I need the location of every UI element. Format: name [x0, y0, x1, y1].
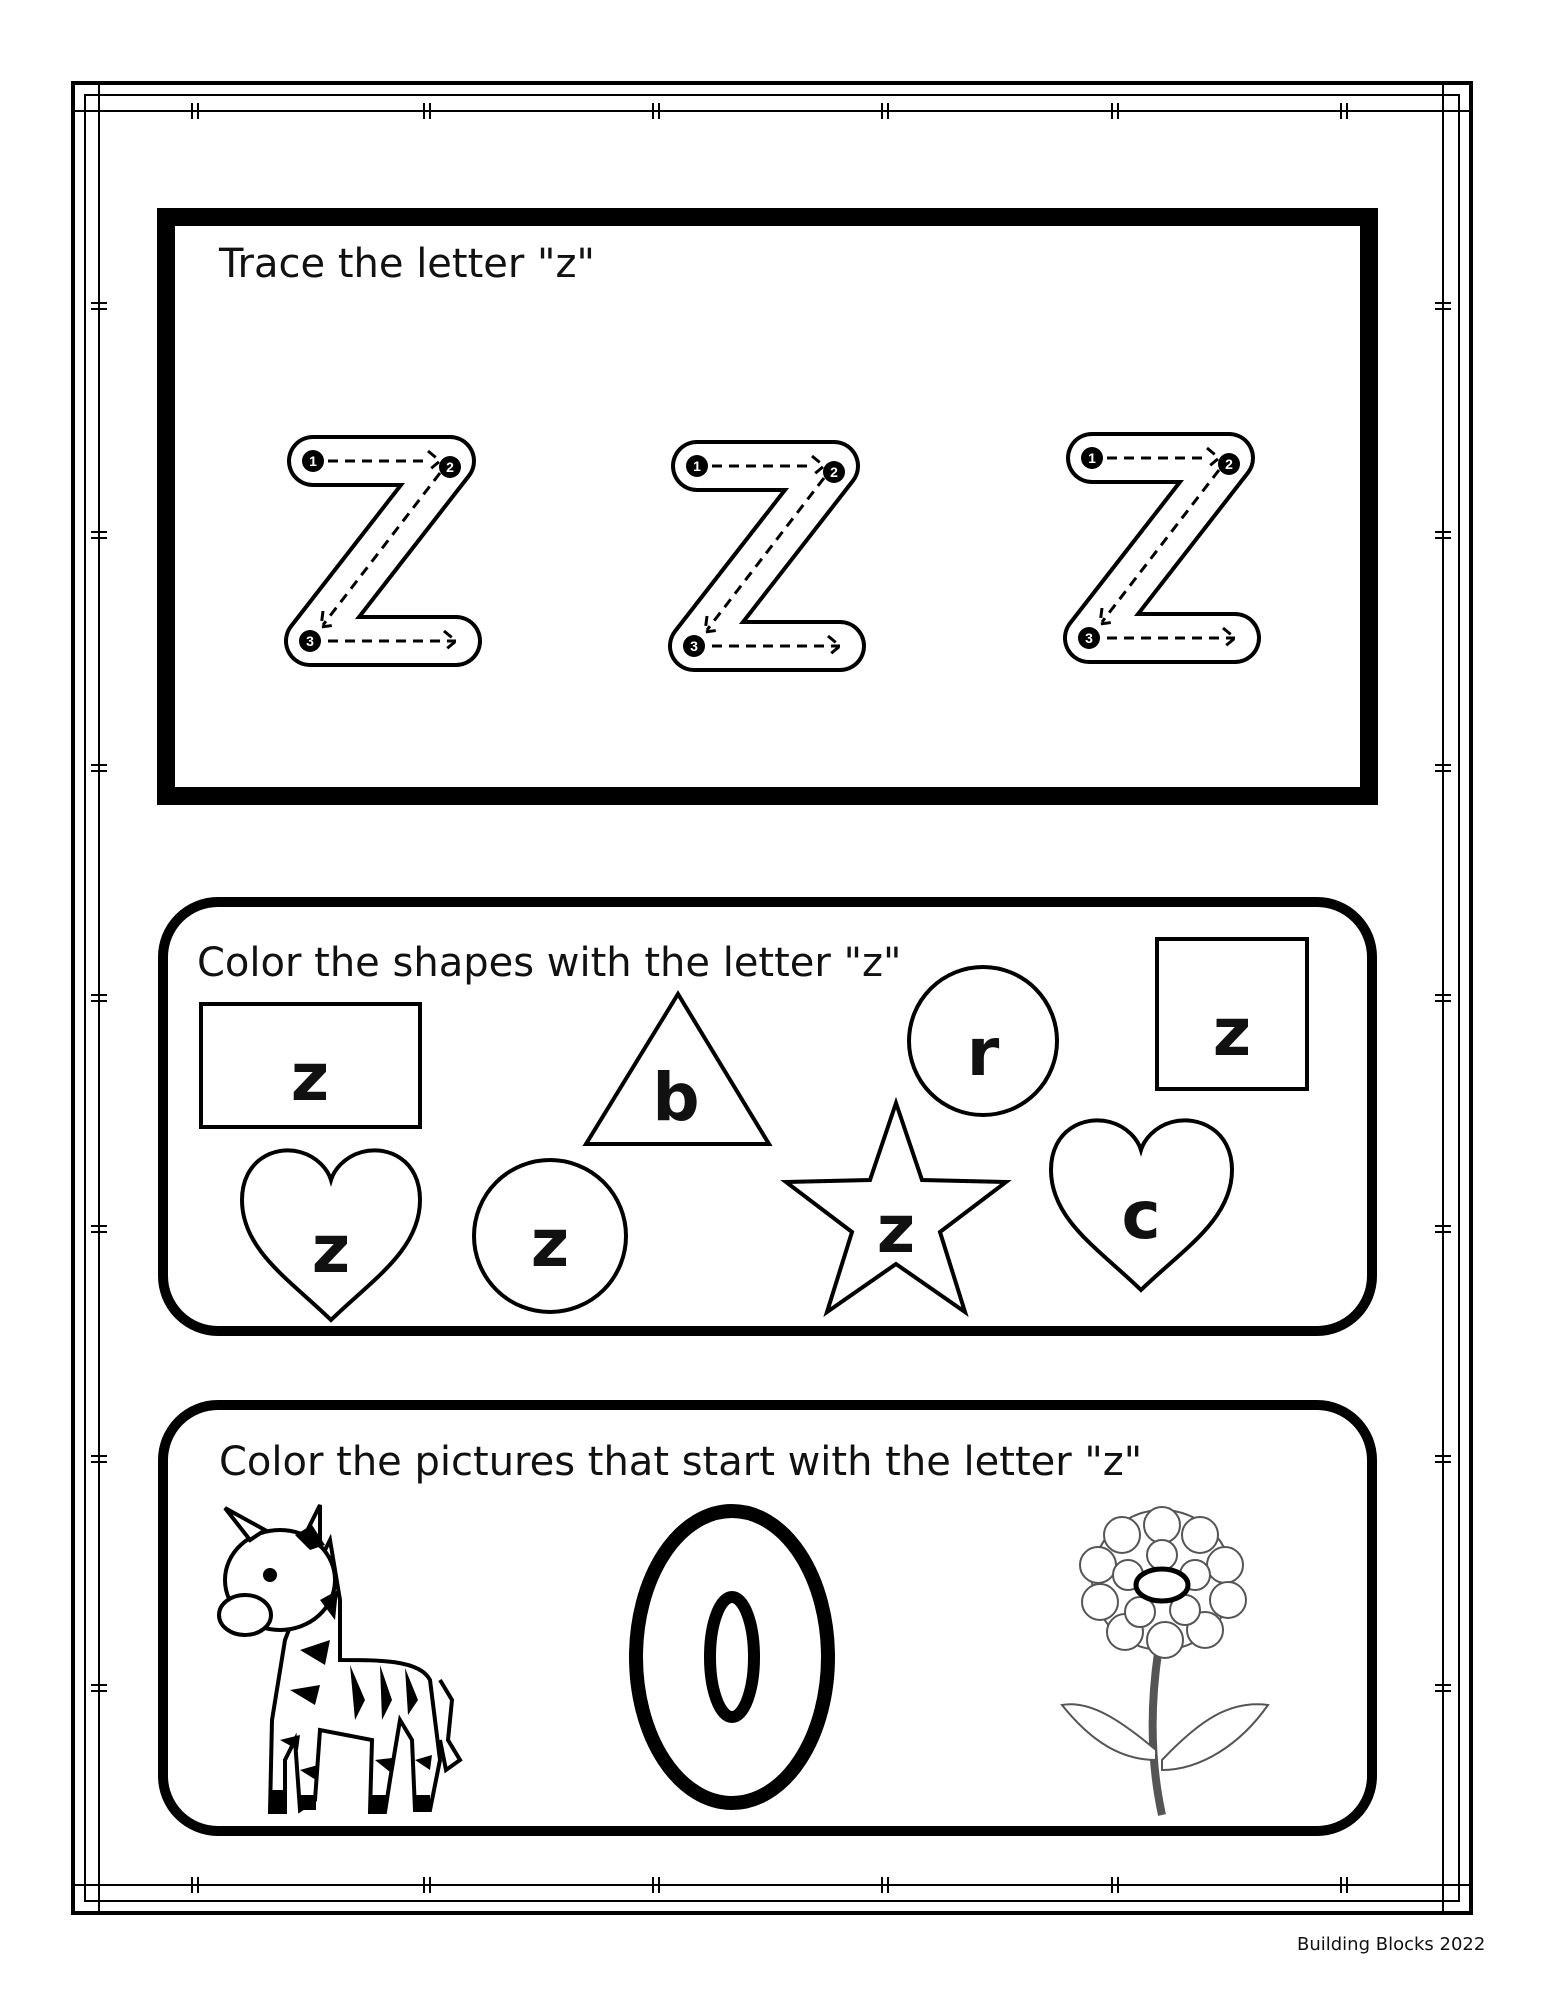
svg-text:2: 2 — [1225, 456, 1233, 472]
zebra-icon[interactable] — [219, 1505, 460, 1812]
svg-text:3: 3 — [690, 638, 698, 654]
svg-text:3: 3 — [1085, 630, 1093, 646]
trace-section — [166, 217, 1369, 796]
letter-o-icon[interactable] — [636, 1511, 828, 1803]
svg-text:c: c — [1121, 1177, 1161, 1254]
svg-text:1: 1 — [1088, 450, 1096, 466]
svg-text:3: 3 — [306, 633, 314, 649]
pictures-title: Color the pictures that start with the letter "z" — [219, 1439, 1143, 1485]
svg-text:z: z — [290, 1039, 330, 1116]
trace-title: Trace the letter "z" — [219, 241, 595, 287]
shape-circle-z[interactable] — [474, 1160, 626, 1312]
svg-text:z: z — [876, 1191, 916, 1268]
trace-letter-z-3[interactable] — [1078, 447, 1240, 649]
svg-text:1: 1 — [309, 453, 317, 469]
svg-text:z: z — [311, 1211, 351, 1288]
pictures-section — [163, 1405, 1372, 1831]
shapes-title: Color the shapes with the letter "z" — [197, 940, 902, 986]
trace-letter-z-1[interactable] — [299, 450, 461, 652]
shape-rectangle[interactable] — [201, 1004, 420, 1127]
svg-text:z: z — [1212, 994, 1252, 1071]
svg-text:z: z — [530, 1205, 570, 1282]
flower-icon[interactable] — [1062, 1507, 1268, 1815]
svg-text:b: b — [652, 1059, 700, 1136]
shape-triangle[interactable] — [586, 994, 769, 1144]
shape-square[interactable] — [1157, 939, 1307, 1089]
shape-circle-r[interactable] — [909, 967, 1057, 1115]
svg-text:2: 2 — [830, 464, 838, 480]
shape-star[interactable] — [786, 1103, 1006, 1312]
shape-heart-c[interactable] — [1051, 1120, 1232, 1290]
svg-text:1: 1 — [693, 458, 701, 474]
shape-heart-z[interactable] — [242, 1150, 420, 1320]
svg-text:2: 2 — [446, 459, 454, 475]
svg-text:r: r — [966, 1014, 1000, 1091]
footer-credit: Building Blocks 2022 — [1297, 1934, 1486, 1955]
trace-letter-z-2[interactable] — [683, 455, 845, 657]
shapes-section — [163, 902, 1372, 1331]
